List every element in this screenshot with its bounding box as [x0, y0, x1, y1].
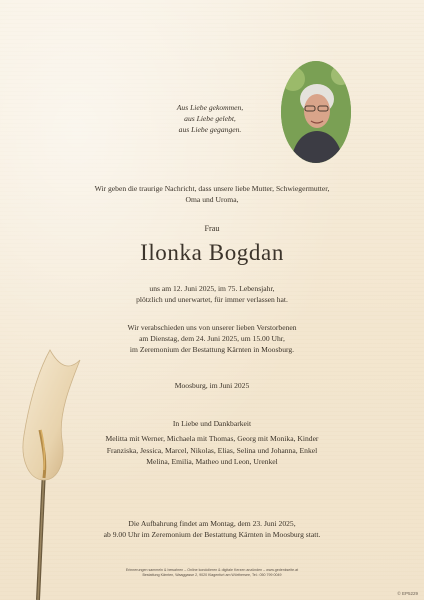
- survivors-line: Melina, Emilia, Matheo und Leon, Urenkel: [146, 457, 278, 466]
- footer-line: Erinnerungen sammeln & bewahren – Online kondolieren & digitale Kerzen anzünden – www.gedenkseite.at: [125, 568, 299, 572]
- deceased-name: Ilonka Bogdan: [140, 240, 284, 265]
- farewell-details: [0, 322, 424, 355]
- poem-line: Aus Liebe gekommen,: [176, 103, 244, 112]
- death-notice-line: uns am 12. Juni 2025, im 75. Lebensjahr,: [149, 284, 275, 293]
- farewell-line: im Zeremonium der Bestattung Kärnten in Moosburg.: [129, 345, 295, 354]
- farewell-line: am Dienstag, dem 24. Juni 2025, um 15.00 Uhr,: [139, 334, 285, 343]
- laying-out-notice: [0, 518, 424, 540]
- poem-line: aus Liebe gelebt,: [184, 114, 236, 123]
- salutation: Frau: [204, 224, 220, 233]
- death-notice: [0, 283, 424, 305]
- deceased-portrait: [281, 61, 351, 163]
- footer-line: Bestattung Kärnten, Waaggasse 2, 9020 Klagenfurt am Wörthersee, Tel.: 050 799 0049: [142, 573, 282, 577]
- memorial-poem: [150, 102, 270, 135]
- survivors-line: Melitta mit Werner, Michaela mit Thomas, Georg mit Monika, Kinder: [105, 434, 319, 443]
- intro-text: [0, 183, 424, 205]
- poem-line: aus Liebe gegangen.: [178, 125, 242, 134]
- laying-out-line: ab 9.00 Uhr im Zeremonium der Bestattung Kärnten in Moosburg statt.: [103, 530, 321, 539]
- survivors-line: Franziska, Jessica, Marcel, Nikolas, Elias, Selina und Johanna, Enkel: [106, 445, 318, 455]
- place-date: Moosburg, im Juni 2025: [174, 381, 250, 390]
- intro-line: Wir geben die traurige Nachricht, dass unsere liebe Mutter, Schwiegermutter,: [94, 184, 330, 193]
- intro-line: Oma und Uroma,: [185, 195, 239, 204]
- closing-phrase: In Liebe und Dankbarkeit: [172, 419, 252, 428]
- farewell-line: Wir verabschieden uns von unserer lieben Verstorbenen: [127, 323, 297, 332]
- survivors-list: [0, 433, 424, 468]
- footer: [0, 568, 424, 578]
- death-notice-line: plötzlich und unerwartet, für immer verlassen hat.: [136, 295, 288, 304]
- laying-out-line: Die Aufbahrung findet am Montag, dem 23. Juni 2025,: [128, 519, 296, 528]
- reference-code: © EP5229: [397, 591, 418, 596]
